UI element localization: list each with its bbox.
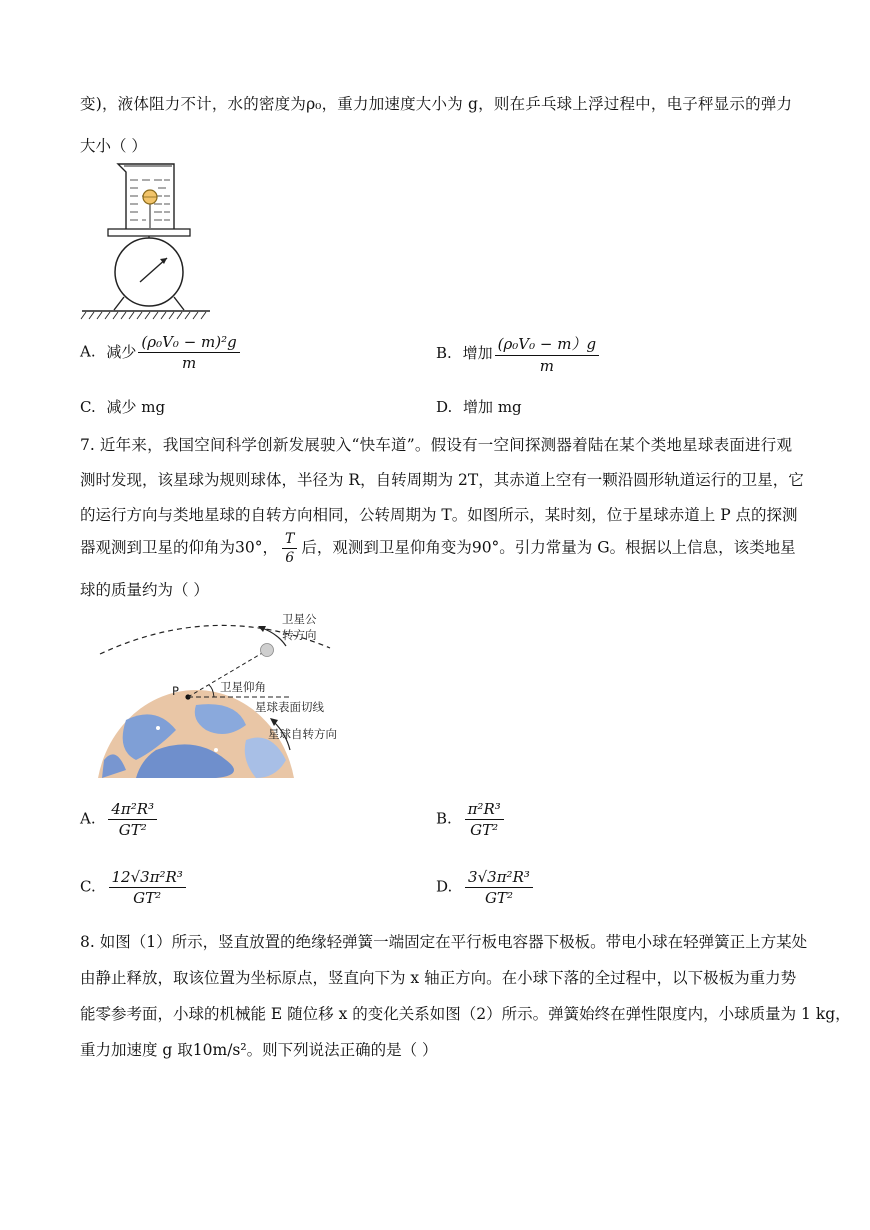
option-fraction	[108, 800, 157, 839]
fraction-numerator: (ρ₀V₀ − m)²g	[138, 333, 239, 353]
option-label: B.	[436, 809, 452, 828]
option-fraction	[109, 868, 186, 907]
fraction-numerator: 4π²R³	[108, 800, 157, 820]
fraction-numerator: T	[282, 531, 297, 549]
option-fraction	[465, 800, 504, 839]
fraction-denominator: 6	[285, 550, 295, 566]
option-text: 增加 mg	[463, 398, 522, 416]
q6-option-b[interactable]	[436, 333, 599, 375]
q7-text-line-2: 测时发现，该星球为规则球体，半径为 R，自转周期为 2T，其赤道上空有一颗沿圆形轨道运行的卫星，它	[80, 471, 804, 489]
option-text: 减少	[106, 342, 137, 361]
q7-text-line-4	[80, 531, 796, 566]
q8-text-line-1: 8. 如图（1）所示，竖直放置的绝缘轻弹簧一端固定在平行板电容器下极板。带电小球在轻弹簧正上方某处	[80, 933, 808, 951]
option-fraction	[138, 333, 239, 372]
satellite-planet-figure	[96, 610, 356, 780]
fraction-denominator: GT²	[118, 821, 147, 839]
fraction-denominator: m	[181, 354, 197, 372]
fraction-numerator: (ρ₀V₀ − m）g	[495, 333, 599, 356]
rotation-direction-label: 星球自转方向	[268, 727, 337, 741]
option-label: B.	[436, 344, 452, 362]
option-label: D.	[436, 398, 453, 416]
q7-text-line-1: 7. 近年来，我国空间科学创新发展驶入“快车道”。假设有一空间探测器着陆在某个类地星球表面进行观	[80, 436, 792, 454]
q7-line4-start: 器观测到卫星的仰角为30°，	[80, 538, 278, 557]
q8-text-line-3: 能零参考面，小球的机械能 E 随位移 x 的变化关系如图（2）所示。弹簧始终在弹性限度内，小球质量为 1 kg，	[80, 1005, 851, 1023]
q7-option-a[interactable]	[80, 800, 157, 839]
elevation-angle-label: 卫星仰角	[220, 680, 266, 694]
satellite-direction-label-1: 卫星公	[282, 612, 317, 626]
q6-text-line-1: 变)，液体阻力不计，水的密度为ρ₀，重力加速度大小为 g，则在乒乓球上浮过程中，电子秤显示的弹力	[80, 95, 792, 113]
option-label: C.	[80, 877, 96, 896]
fraction-denominator: m	[539, 357, 554, 375]
time-fraction	[282, 531, 297, 566]
satellite-direction-label-2: 转方向	[282, 628, 317, 642]
option-label: D.	[436, 877, 453, 896]
fraction-numerator: π²R³	[465, 800, 504, 820]
q7-text-line-5: 球的质量约为（ ）	[80, 581, 209, 599]
q7-option-c[interactable]	[80, 868, 186, 907]
option-text: 增加	[462, 344, 493, 362]
q7-option-b[interactable]	[436, 800, 504, 839]
fraction-denominator: GT²	[470, 821, 499, 839]
option-label: A.	[80, 342, 96, 361]
q6-option-d[interactable]	[436, 396, 522, 417]
tangent-line-label: 星球表面切线	[255, 700, 324, 714]
q7-line4-end: 后，观测到卫星仰角变为90°。引力常量为 G。根据以上信息，该类地星	[301, 538, 796, 557]
point-p-label: P	[172, 684, 179, 698]
fraction-denominator: GT²	[133, 889, 162, 907]
option-fraction	[495, 333, 599, 375]
fraction-numerator: 3√3π²R³	[465, 868, 533, 888]
option-label: A.	[80, 809, 96, 828]
q8-text-line-4: 重力加速度 g 取10m/s²。则下列说法正确的是（ ）	[80, 1041, 438, 1059]
option-text: 减少 mg	[106, 398, 166, 416]
q7-text-line-3: 的运行方向与类地星球的自转方向相同，公转周期为 T。如图所示，某时刻，位于星球赤道上 P 点的探测	[80, 506, 798, 524]
q6-option-c[interactable]	[80, 396, 165, 417]
beaker-scale-figure	[80, 160, 212, 322]
fraction-numerator: 12√3π²R³	[109, 868, 186, 888]
option-label: C.	[80, 398, 96, 416]
q7-option-d[interactable]	[436, 868, 533, 907]
q6-option-a[interactable]	[80, 333, 240, 372]
q8-text-line-2: 由静止释放，取该位置为坐标原点，竖直向下为 x 轴正方向。在小球下落的全过程中，以下极板为重力势	[80, 969, 797, 987]
option-fraction	[465, 868, 533, 907]
q6-text-line-2: 大小（ ）	[80, 137, 147, 155]
fraction-denominator: GT²	[484, 889, 513, 907]
